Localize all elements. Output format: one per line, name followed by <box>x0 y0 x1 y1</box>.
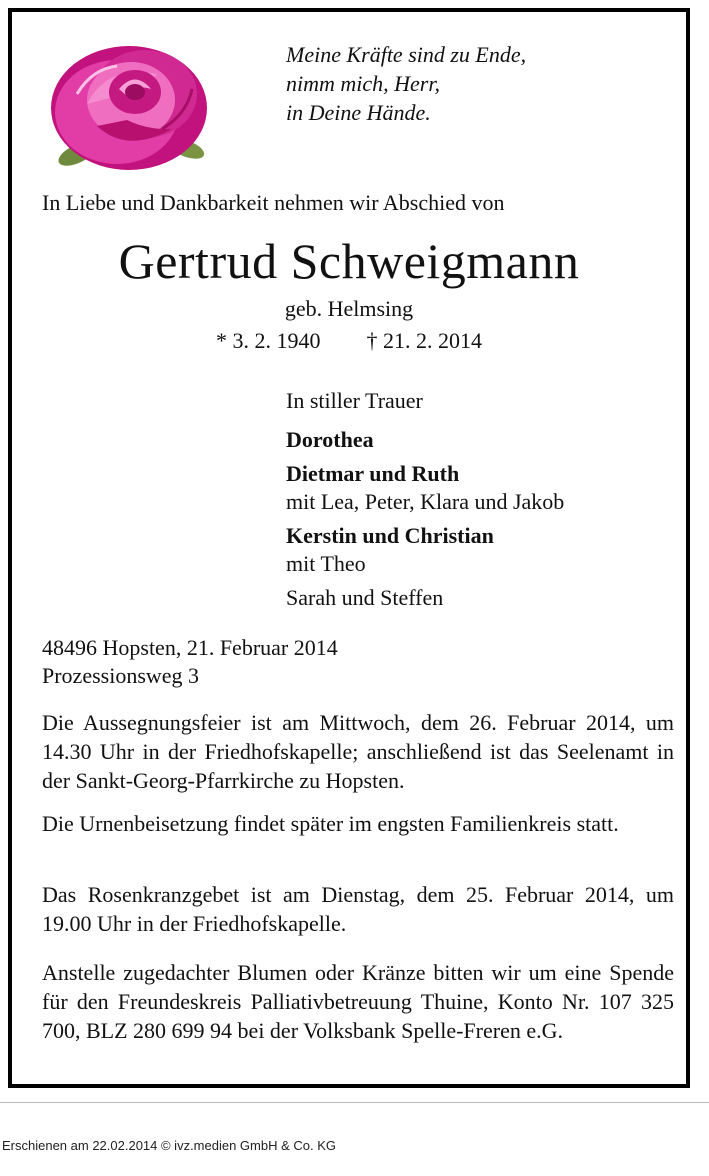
funeral-service-paragraph: Die Aussegnungsfeier ist am Mittwoch, dem 26. Februar 2014, um 14.30 Uhr in der Friedhofskapelle; anschließend ist das Seelenamt in der Sankt-Georg-Pfarrkirche zu Hopsten. <box>42 710 674 793</box>
urn-burial-paragraph: Die Urnenbeisetzung findet später im engsten Familienkreis statt. <box>42 811 619 836</box>
rose-icon <box>47 34 212 174</box>
footer-divider <box>0 1102 709 1103</box>
verse-line: in Deine Hände. <box>286 100 431 125</box>
verse-line: nimm mich, Herr, <box>286 71 440 96</box>
mourner-children: mit Lea, Peter, Klara und Jakob <box>286 489 565 514</box>
intro-text: In Liebe und Dankbarkeit nehmen wir Abschied von <box>42 190 505 215</box>
mourner-children: mit Theo <box>286 551 366 576</box>
life-dates <box>12 328 686 354</box>
birth-date: * 3. 2. 1940 <box>216 328 321 353</box>
verse <box>286 40 526 127</box>
mourner-name: Kerstin und Christian <box>286 523 494 548</box>
verse-line: Meine Kräfte sind zu Ende, <box>286 42 527 67</box>
address-line: 48496 Hopsten, 21. Februar 2014 <box>42 635 338 660</box>
mourning-heading: In stiller Trauer <box>286 388 423 413</box>
mourner-name: Dorothea <box>286 427 374 452</box>
rosary-paragraph: Das Rosenkranzgebet ist am Dienstag, dem 25. Februar 2014, um 19.00 Uhr in der Friedhofskapelle. <box>42 882 674 936</box>
obituary-notice <box>8 8 690 1088</box>
deceased-name: Gertrud Schweigmann <box>118 233 580 289</box>
publication-note: Erschienen am 22.02.2014 © ivz.medien GmbH & Co. KG <box>2 1138 337 1153</box>
mourner-name: Dietmar und Ruth <box>286 461 460 486</box>
address <box>42 634 338 690</box>
mourners <box>286 387 564 612</box>
mourner-name: Sarah und Steffen <box>286 585 444 610</box>
address-line: Prozessionsweg 3 <box>42 663 200 688</box>
birth-name: geb. Helmsing <box>284 296 414 321</box>
death-date: † 21. 2. 2014 <box>366 328 482 353</box>
donation-paragraph: Anstelle zugedachter Blumen oder Kränze bitten wir um eine Spende für den Freundeskreis Palliativbetreuung Thuine, Konto Nr. 107 325 700, BLZ 280 699 94 bei der Volksbank Spelle-Freren e.G. <box>42 960 674 1043</box>
